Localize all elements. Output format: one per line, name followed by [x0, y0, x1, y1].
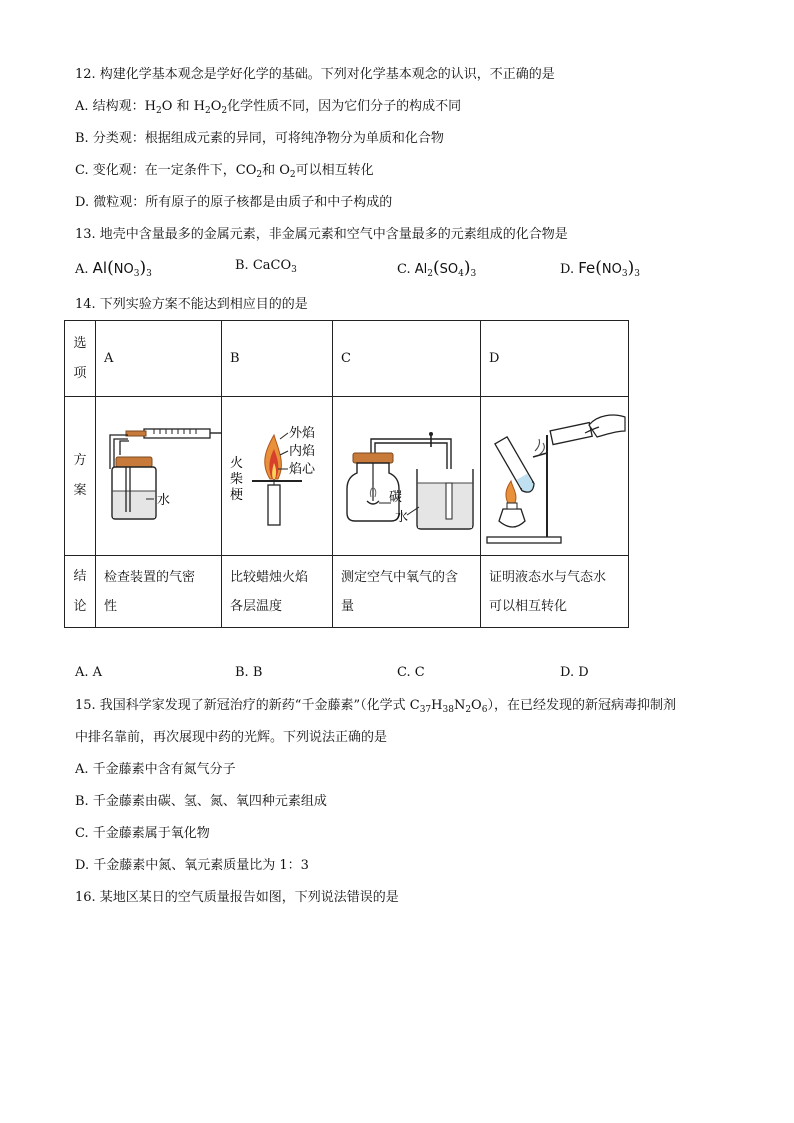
q13-option-a: A. $Al(NO_3)_3$ — [75, 258, 152, 279]
table-row-options — [65, 321, 629, 397]
alcohol-lamp — [499, 509, 525, 527]
label-carbon: 碳 — [389, 489, 403, 504]
q15-stem-line2: 中排名靠前，再次展现中药的光辉。下列说法正确的是 — [75, 730, 388, 745]
q14-option-a: A. A — [75, 665, 103, 680]
q12-option-a: A. 结构观：$H_2O$ 和 $H_2O_2$化学性质不同，因为它们分子的构成不同 — [75, 99, 462, 116]
q15-option-c: C. 千金藤素属于氧化物 — [75, 826, 210, 841]
label-match-3: 梗 — [230, 487, 244, 502]
conclusion-b: 比较蜡烛火焰 各层温度 — [222, 556, 333, 628]
bottle-water — [113, 491, 155, 518]
q14-option-d: D. D — [560, 665, 589, 680]
table-row-schemes — [65, 397, 629, 556]
q13-option-b: B. CaCO$_3$ — [235, 258, 297, 275]
bottle-stopper — [353, 453, 393, 463]
q13-stem: 13. 地壳中含量最多的金属元素，非金属元素和空气中含量最多的元素组成的化合物是 — [75, 227, 568, 242]
q12-option-b: B. 分类观：根据组成元素的异同，可将纯净物分为单质和化合物 — [75, 131, 444, 146]
header-option-c: C — [333, 321, 481, 397]
figure-d-cell — [481, 397, 629, 556]
q14-option-c: C. C — [397, 665, 425, 680]
header-option-d: D — [481, 321, 629, 397]
table-row-conclusions — [65, 556, 629, 628]
tube-to-syringe — [120, 441, 129, 455]
q12-option-d: D. 微粒观：所有原子的原子核都是由质子和中子构成的 — [75, 195, 393, 210]
stopper — [116, 457, 152, 467]
label-match-1: 火 — [230, 455, 244, 470]
rubber-connector — [126, 431, 146, 436]
label-flame-core: 焰心 — [289, 461, 316, 476]
figure-b-cell — [222, 397, 333, 556]
label-cell-conclusion: 结 论 — [65, 556, 96, 628]
beaker-water — [418, 483, 472, 528]
experiment-table — [64, 320, 629, 628]
label-cell-options: 选 项 — [65, 321, 96, 397]
q13-options — [75, 258, 695, 282]
q13-option-d: D. $Fe(NO_3)_3$ — [560, 258, 640, 279]
steam — [535, 439, 544, 455]
q15-stem-line1: 15. 我国科学家发现了新冠治疗的新药“千金藤素”（化学式 $C_{37}H_{38}N_2O_6$），在已经发现的新冠病毒抑制剂 — [75, 698, 676, 715]
glass-plate — [550, 423, 592, 445]
label-inner-flame: 内焰 — [289, 443, 316, 458]
test-tube — [495, 437, 537, 495]
conclusion-d: 证明液态水与气态水 可以相互转化 — [481, 556, 629, 628]
stand-base — [487, 537, 561, 543]
label-outer-flame: 外焰 — [289, 425, 316, 440]
header-option-a: A — [96, 321, 222, 397]
q14-options — [75, 665, 695, 689]
q16-stem: 16. 某地区某日的空气质量报告如图，下列说法错误的是 — [75, 890, 399, 905]
hand — [589, 415, 625, 437]
q15-option-a: A. 千金藤素中含有氮气分子 — [75, 762, 236, 777]
q13-option-c: C. $Al_2(SO_4)_3$ — [397, 258, 477, 279]
header-option-b: B — [222, 321, 333, 397]
figure-a-cell — [96, 397, 222, 556]
q14-stem: 14. 下列实验方案不能达到相应目的的是 — [75, 297, 308, 312]
q12-stem: 12. 构建化学基本观念是学好化学的基础。下列对化学基本观念的认识，不正确的是 — [75, 67, 555, 82]
label-water: 水 — [157, 492, 171, 507]
label-match-2: 柴 — [230, 471, 244, 486]
q12-option-c: C. 变化观：在一定条件下，$CO_2$和 $O_2$可以相互转化 — [75, 163, 374, 180]
label-cell-scheme: 方 案 — [65, 397, 96, 556]
candle-flame-figure — [222, 397, 332, 555]
conclusion-a: 检查装置的气密 性 — [96, 556, 222, 628]
candle — [268, 485, 280, 525]
q14-option-b: B. B — [235, 665, 263, 680]
q15-option-d: D. 千金藤素中氮、氧元素质量比为 1：3 — [75, 858, 309, 873]
label-water: 水 — [395, 509, 409, 524]
water-phase-change-figure — [481, 397, 628, 555]
q15-option-b: B. 千金藤素由碳、氢、氮、氧四种元素组成 — [75, 794, 327, 809]
figure-c-cell — [333, 397, 481, 556]
airtightness-apparatus-figure — [96, 397, 221, 555]
alcohol-flame — [506, 481, 516, 505]
oxygen-content-figure — [333, 397, 480, 555]
conclusion-c: 测定空气中氧气的含 量 — [333, 556, 481, 628]
